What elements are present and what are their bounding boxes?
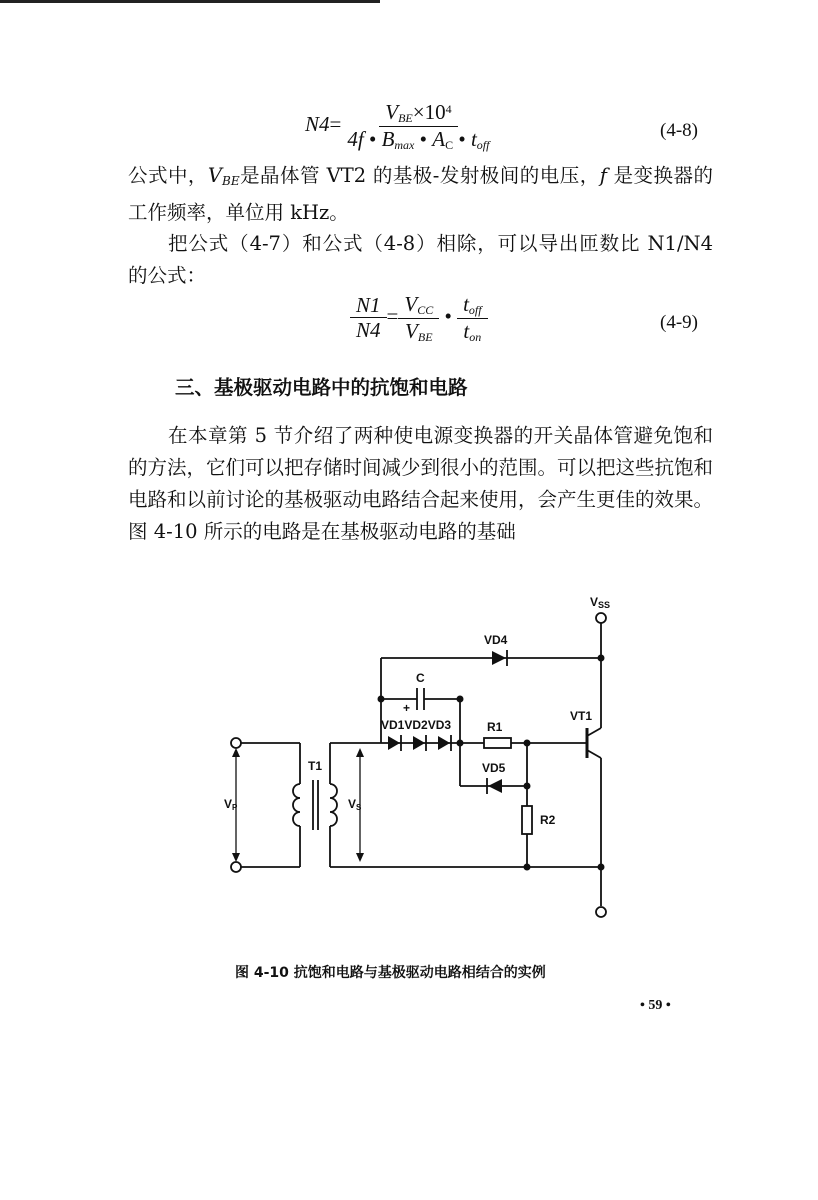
diode-vd2	[413, 735, 426, 751]
r1-label: R1	[487, 720, 503, 734]
vss-label: VSS	[590, 595, 611, 610]
circuit-diagram	[0, 590, 818, 950]
equation-4-9: $\frac{N1}{N4}$ = $\frac{V_{CC}}{V_{BE}}$ • $\frac{t_{off}}{t_{on}}$	[350, 292, 488, 344]
paragraph-3: 在本章第 5 节介绍了两种使电源变换器的开关晶体管避免饱和的方法，它们可以把存储时间减少到很小的范围。可以把这些抗饱和电路和以前讨论的基极驱动电路结合起来使用，会产生更佳的效果。图 4-10 所示的电路是在基极驱动电路的基础	[128, 424, 714, 543]
diode-vd3	[438, 735, 451, 751]
vp-terminal-bottom	[231, 862, 241, 872]
diode-vd1	[388, 735, 401, 751]
figure-caption: 图 4-10 抗饱和电路与基极驱动电路相结合的实例	[235, 965, 546, 981]
secondary-coil	[330, 784, 337, 826]
equation-number-4-8: (4-8)	[660, 120, 698, 141]
eq-lhs: N4	[305, 111, 330, 136]
equation-4-8: N4= $\frac{V_{BE}\times 10^4}{4f • B_{max} • A_C • t_{off}}$	[305, 100, 490, 152]
vt1-label: VT1	[570, 709, 593, 723]
capacitor-plus: +	[403, 701, 411, 715]
paragraph-2: 把公式（4-7）和公式（4-8）相除，可以导出匝数比 N1/N4 的公式：	[128, 232, 713, 287]
resistor-r1	[484, 738, 511, 748]
t1-label: T1	[308, 759, 323, 773]
r2-label: R2	[540, 813, 556, 827]
bottom-terminal	[596, 907, 606, 917]
resistor-r2	[522, 806, 532, 834]
primary-coil	[293, 784, 300, 826]
vd4-label: VD4	[484, 633, 508, 647]
vp-terminal-top	[231, 738, 241, 748]
vd123-label: VD1VD2VD3	[381, 718, 452, 732]
capacitor-label: C	[416, 671, 425, 685]
top-rule	[0, 0, 380, 3]
vs-label: VS	[348, 797, 362, 812]
section-heading: 三、基极驱动电路中的抗饱和电路	[175, 376, 468, 399]
diode-vd5	[487, 778, 502, 794]
equation-number-4-9: (4-9)	[660, 312, 698, 333]
vss-terminal	[596, 613, 606, 623]
vp-label: VP	[224, 797, 238, 812]
page-number: • 59 •	[640, 998, 671, 1013]
vd5-label: VD5	[482, 761, 506, 775]
diode-vd4	[492, 650, 507, 666]
paragraph-1: 公式中，$V_{BE}$是晶体管 VT2 的基极-发射极间的电压，f 是变换器的工作频率，单位用 kHz。	[128, 164, 713, 224]
